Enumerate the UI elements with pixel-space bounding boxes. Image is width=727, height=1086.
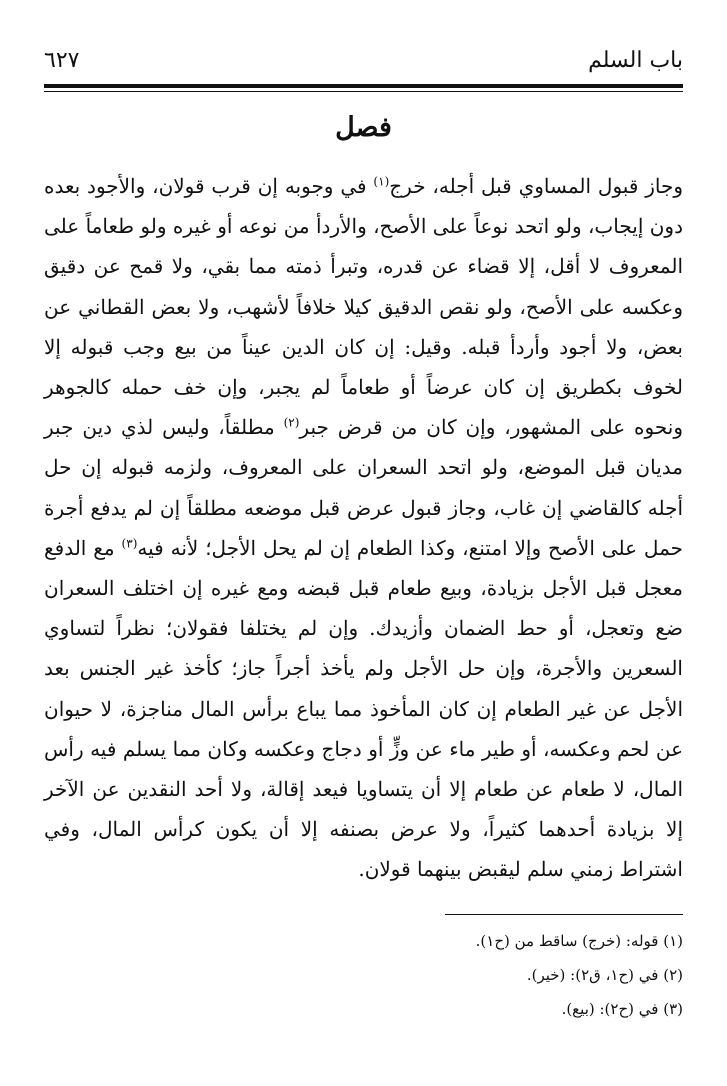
running-header	[44, 40, 683, 80]
footnote-2: (٢) في (ح١، ق٢): (خير).	[526, 966, 683, 984]
page-number: ٦٢٧	[44, 47, 80, 73]
footnote-ref-1: (١)	[373, 174, 390, 189]
footnote-ref-3: (٣)	[121, 536, 138, 551]
body-paragraph	[44, 166, 683, 890]
footnote-3: (٣) في (ح٢): (بيع).	[561, 1000, 683, 1018]
footnote-1: (١) قوله: (خرج) ساقط من (ح١).	[475, 932, 683, 950]
footnotes-list	[44, 924, 683, 1026]
text-segment-1: وجاز قبول المساوي قبل أجله، خرج	[389, 174, 684, 198]
header-rule-thin	[44, 91, 683, 92]
header-rule-thick	[44, 84, 683, 88]
text-segment-2: في وجوبه إن قرب قولان، والأجود بعده دون إيجاب، ولو اتحد نوعاً على الأصح، والأردأ من نوعه أو غيره ولو طعاماً على المعروف لا أقل، إلا قضاء عن قدره، وتبرأ ذمته مما بقي، ولا قمح عن دقيق وعكسه على الأصح، ولو نقص الدقيق كيلا خلافاً لأشهب، ولا بعض القطاني عن بعض، ولا أجود وأردأ قبله. وقيل: إن كان الدين عيناً من بيع وجب قبوله إلا لخوف بكطريق إن كان عرضاً أو طعاماً لم يجبر، وإن خف حمله كالجوهر ونحوه على المشهور، وإن كان من قرض جبر	[44, 174, 683, 440]
footnote-ref-2: (٢)	[283, 415, 300, 430]
footnote-separator	[445, 914, 683, 915]
section-title: فصل	[335, 112, 392, 143]
text-segment-4: مع الدفع معجل قبل الأجل بزيادة، وبيع طعام قبل قبضه ومع غيره إن اختلف السعران ضع وتعجل، أو حط الضمان وأزيدك. وإن لم يختلفا فقولان؛ نظراً لتساوي السعرين والأجرة، وإن حل الأجل ولم يأخذ أجراً جاز؛ كأخذ غير الجنس بعد الأجل عن غير الطعام إن كان المأخوذ مما يباع برأس المال مناجزة، لا حيوان عن لحم وعكسه، أو طير ماء عن وزٍّ أو دجاج وعكسه وكان مما يسلم فيه رأس المال، لا طعام عن طعام إلا أن يتساويا فيعد إقالة، ولا أحد النقدين عن الآخر إلا بزيادة أحدهما كثيراً، ولا عرض بصنفه إلا أن يكون كرأس المال، وفي اشتراط زمني سلم ليقبض بينهما قولان.	[44, 535, 683, 882]
chapter-title: باب السلم	[588, 47, 683, 73]
text-segment-3: مطلقاً، وليس لذي دين جبر مديان قبل الموضع، ولو اتحد السعران على المعروف، ولزمه قبوله إن حل أجله كالقاضي إن غاب، وجاز قبول عرض قبل موضعه مطلقاً إن لم يدفع أجرة حمل على الأصح وإلا امتنع، وكذا الطعام إن لم يحل الأجل؛ لأنه فيه	[44, 415, 683, 560]
